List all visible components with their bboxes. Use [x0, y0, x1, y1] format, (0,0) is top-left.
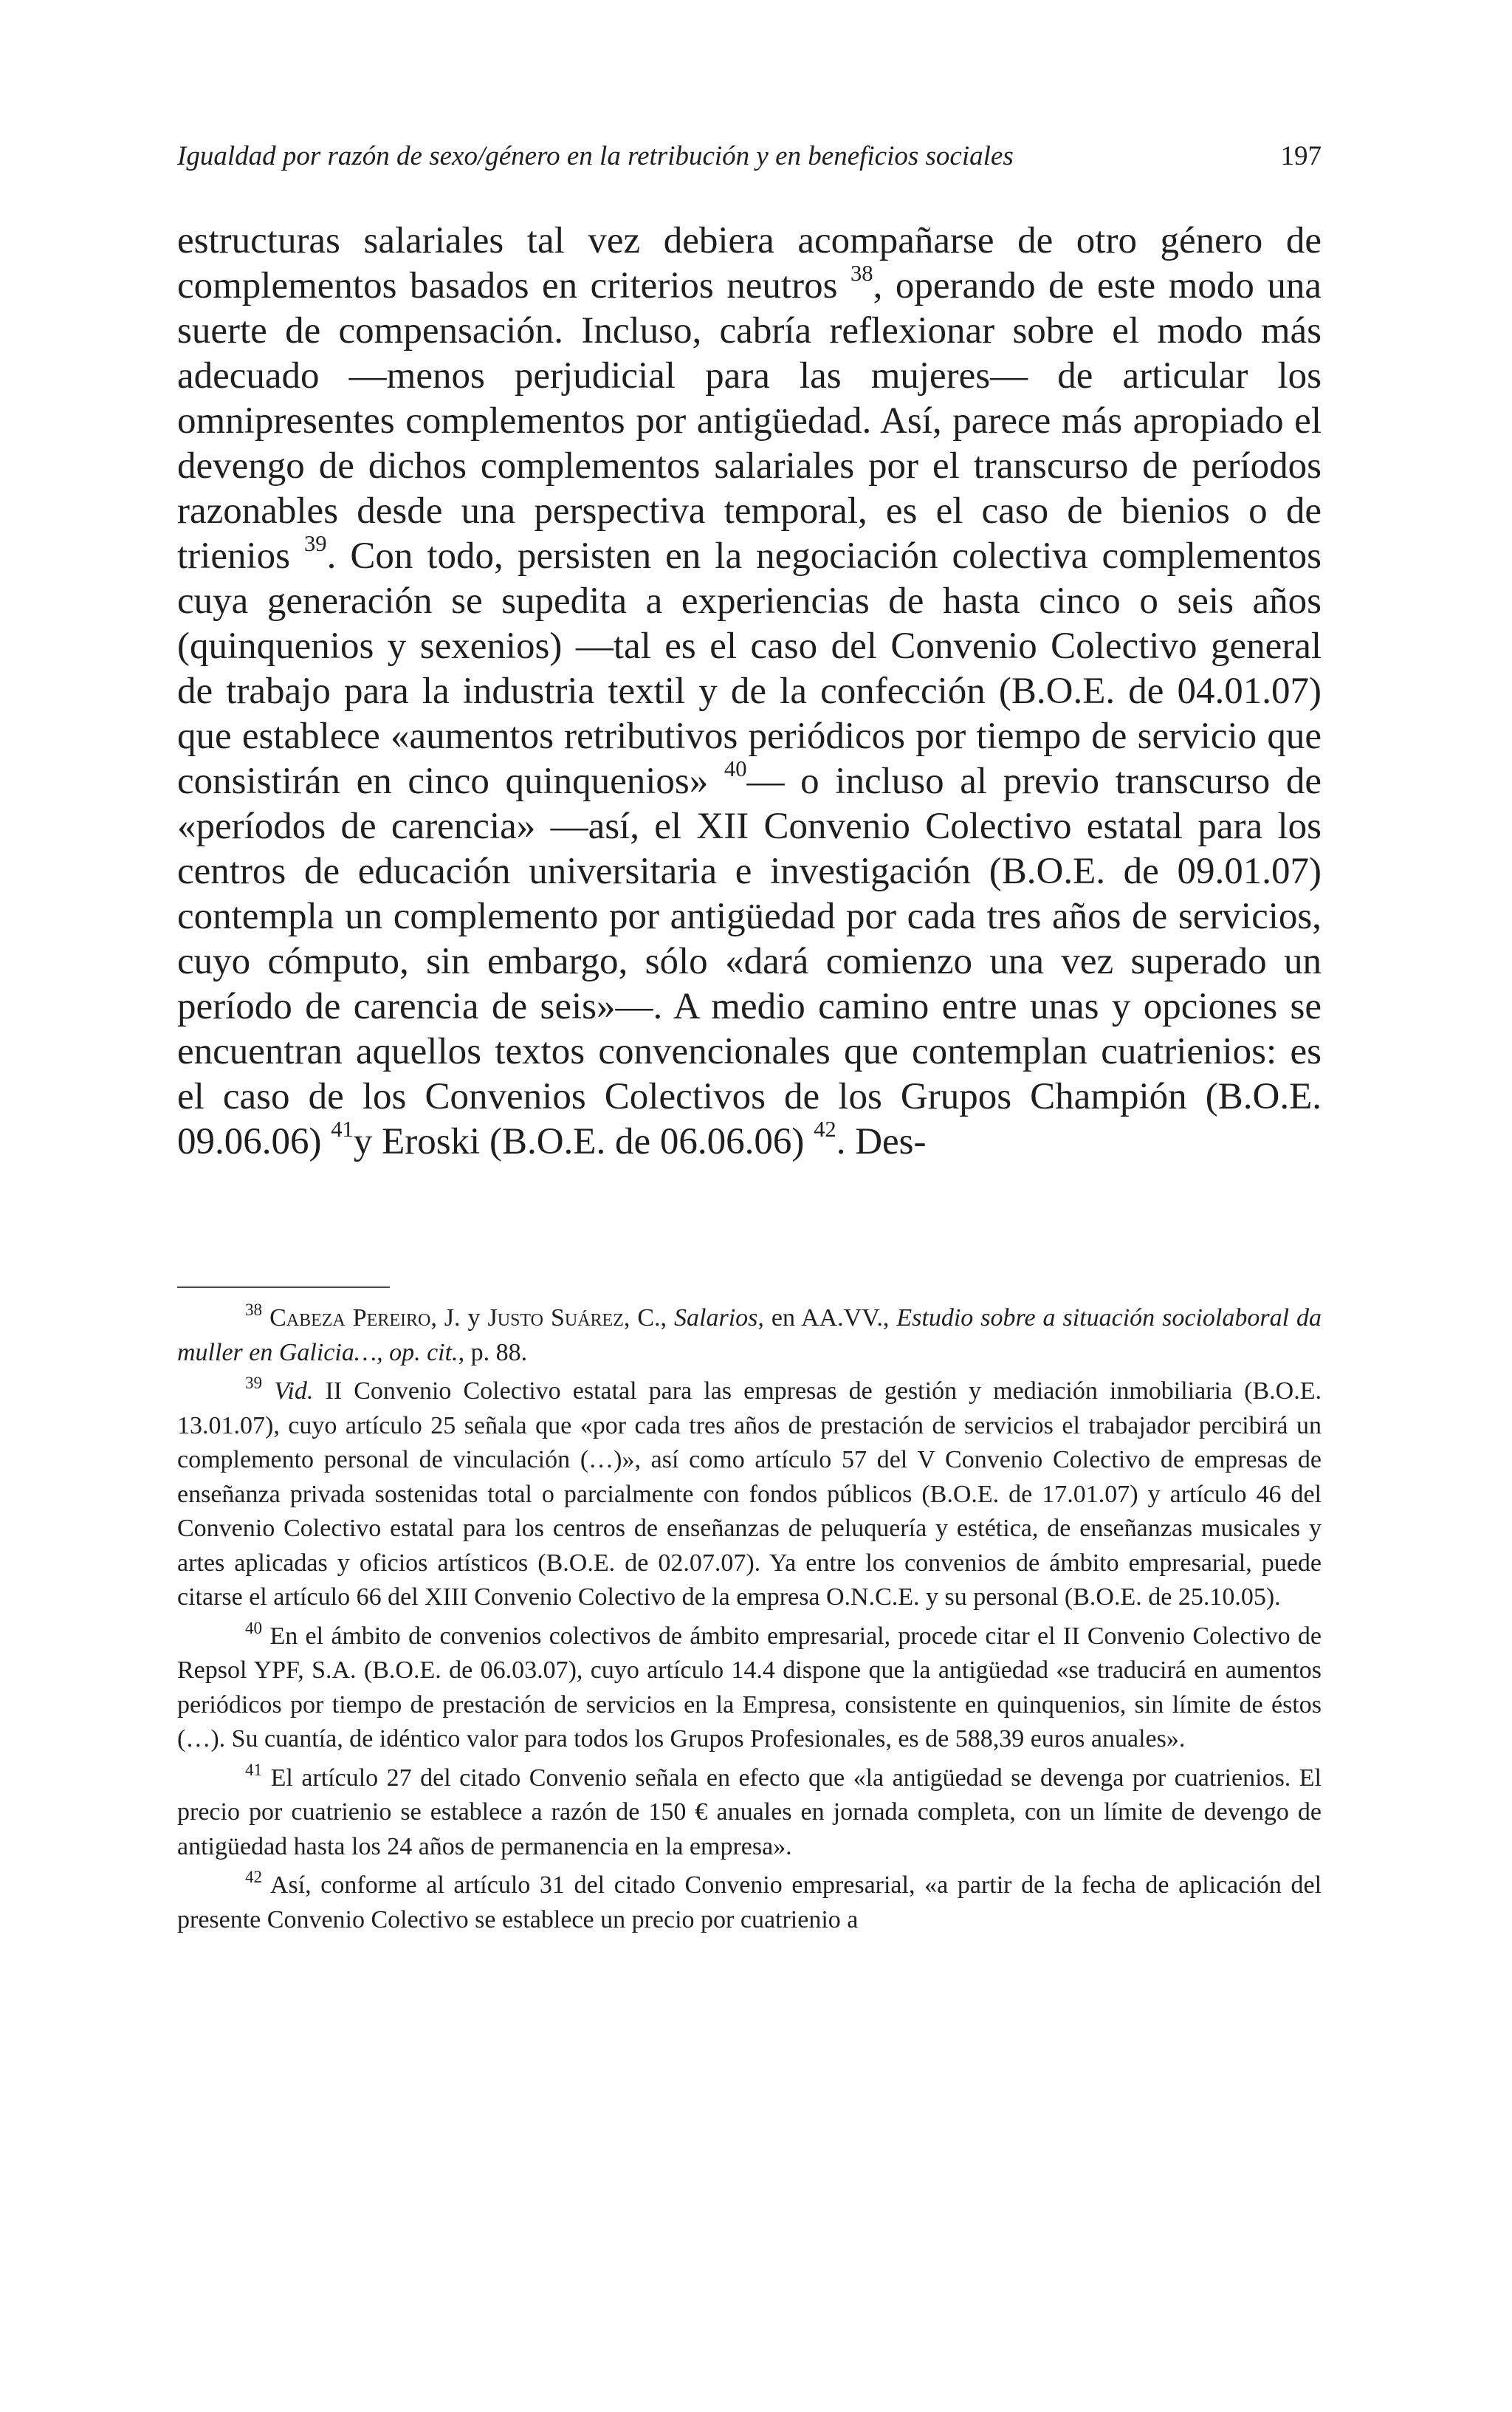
footnote-number: 38	[245, 1301, 263, 1320]
footnote-author: Justo Suárez	[487, 1304, 624, 1332]
footnote-number: 40	[245, 1618, 263, 1638]
running-title: Igualdad por razón de sexo/género en la retribución y en beneficios sociales	[177, 141, 1014, 171]
footnote-text: en AA.VV.,	[763, 1304, 897, 1332]
body-paragraph	[177, 219, 1322, 1165]
footnote-text: Así, conforme al artículo 31 del citado Convenio empresarial, «a partir de la fecha de aplicación del presente Convenio Colectivo se establece un precio por cuatrienio a	[177, 1871, 1322, 1933]
footnote-38	[177, 1301, 1322, 1370]
footnote-number: 42	[245, 1868, 263, 1888]
footnote-text: II Convenio Colectivo estatal para las empresas de gestión y mediación inmobiliaria (B.O.E. 13.01.07), cuyo artículo 25 señala que «por cada tres años de prestación de servicios el trabajador percibirá un complemento personal de vinculación (…)», así como artículo 57 del V Convenio Colectivo de empresas de enseñanza privada sostenidas total o parcialmente con fondos públicos (B.O.E. de 17.01.07) y artículo 46 del Convenio Colectivo estatal para los centros de enseñanzas de peluquería y estética, de enseñanzas musicales y artes aplicadas y oficios artísticos (B.O.E. de 02.07.07). Ya entre los convenios de ámbito empresarial, puede citarse el artículo 66 del XIII Convenio Colectivo de la empresa O.N.C.E. y su personal (B.O.E. de 25.10.05).	[177, 1377, 1322, 1611]
footnote-text: , J. y	[430, 1304, 488, 1332]
footnote-ref-40: 40	[724, 756, 747, 782]
footnote-ref-42: 42	[814, 1117, 836, 1142]
body-text: estructuras salariales tal vez debiera acompañarse de otro género de complementos basados en criterios neutros	[177, 220, 1322, 306]
body-text: — o incluso al previo transcurso de «períodos de carencia» —así, el XII Convenio Colectivo estatal para los centros de educación universitaria e investigación (B.O.E. de 09.01.07) contempla un complemento por antigüedad por cada tres años de servicios, cuyo cómputo, sin embargo, sólo «dará comienzo una vez superado un período de carencia de seis»—. A medio camino entre unas y opciones se encuentran aquellos textos convencionales que contemplan cuatrienios: es el caso de los Convenios Colectivos de los Grupos Champión (B.O.E. 09.06.06)	[177, 761, 1322, 1162]
page-header	[177, 137, 1322, 176]
footnote-ref-41: 41	[331, 1117, 354, 1142]
footnote-ref-38: 38	[850, 261, 873, 287]
page-number: 197	[1280, 141, 1322, 171]
footnote-text: , p. 88.	[458, 1338, 528, 1366]
footnote-42	[177, 1868, 1322, 1937]
footnote-40	[177, 1620, 1322, 1757]
body-text: y Eroski (B.O.E. de 06.06.06)	[353, 1121, 814, 1162]
main-text	[177, 219, 1322, 1165]
body-text: . Con todo, persisten en la negociación colectiva complementos cuya generación se supedita a experiencias de hasta cinco o seis años (quinquenios y sexenios) —tal es el caso del Convenio Colectivo general de trabajo para la industria textil y de la confección (B.O.E. de 04.01.07) que establece «aumentos retributivos periódicos por tiempo de servicio que consistirán en cinco quinquenios»	[177, 535, 1322, 802]
body-text: , operando de este modo una suerte de compensación. Incluso, cabría reflexionar sobre el modo más adecuado —menos perjudicial para las mujeres— de articular los omnipresentes complementos por antigüedad. Así, parece más apropiado el devengo de dichos complementos salariales por el transcurso de períodos razonables desde una perspectiva temporal, es el caso de bienios o de trienios	[177, 265, 1322, 577]
footnote-author: Cabeza Pereiro	[269, 1304, 431, 1332]
footnote-number: 41	[245, 1760, 263, 1780]
footnote-text: En el ámbito de convenios colectivos de ámbito empresarial, procede citar el II Convenio Colectivo de Repsol YPF, S.A. (B.O.E. de 06.03.07), cuyo artículo 14.4 dispone que la antigüedad «se traducirá en aumentos periódicos por tiempo de prestación de servicios en la Empresa, consistente en quinquenios, sin límite de éstos (…). Su cuantía, de idéntico valor para todos los Grupos Profesionales, es de 588,39 euros anuales».	[177, 1622, 1322, 1753]
footnote-book-title: Estudio sobre a situación sociolaboral da muller en Galicia…, op. cit.	[177, 1304, 1322, 1366]
footnote-text: , C.,	[623, 1304, 675, 1332]
footnote-ref-39: 39	[304, 531, 327, 557]
footnotes	[177, 1301, 1322, 1942]
footnote-title: Salarios,	[674, 1304, 764, 1332]
footnote-separator	[177, 1286, 390, 1288]
footnote-number: 39	[245, 1374, 263, 1394]
footnote-39	[177, 1374, 1322, 1615]
footnote-text: El artículo 27 del citado Convenio señala en efecto que «la antigüedad se devenga por cuatrienios. El precio por cuatrienio se establece a razón de 150 € anuales en jornada completa, con un límite de devengo de antigüedad hasta los 24 años de permanencia en la empresa».	[177, 1764, 1322, 1860]
footnote-41	[177, 1761, 1322, 1865]
body-text: . Des-	[836, 1121, 927, 1162]
footnote-vid: Vid.	[274, 1377, 314, 1405]
